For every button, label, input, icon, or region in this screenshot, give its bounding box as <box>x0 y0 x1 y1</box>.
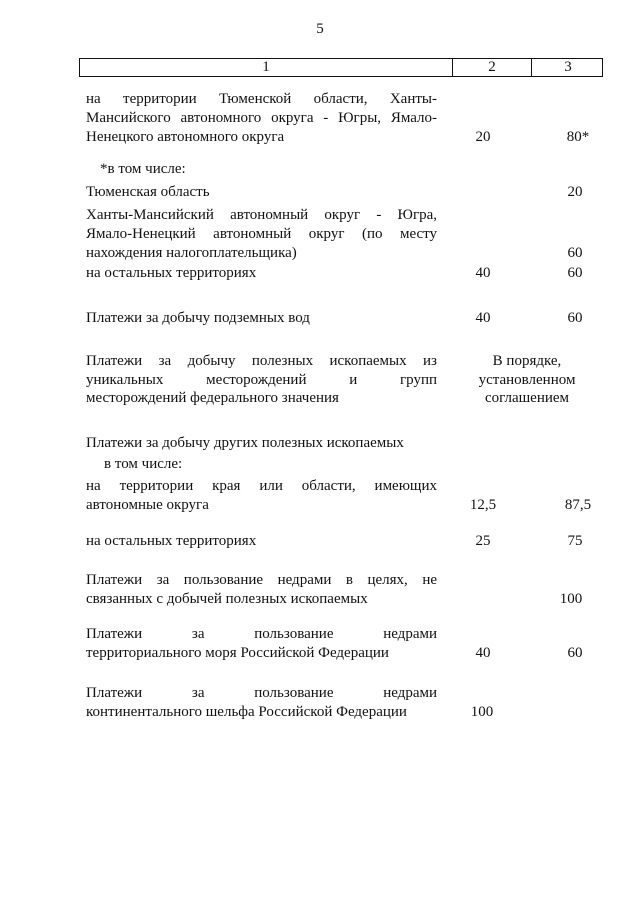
row-text-line: Платежи за добычу других полезных ископаемых <box>86 435 404 451</box>
note-col23: соглашением <box>484 390 570 406</box>
value-col3: 60 <box>567 245 583 261</box>
value-col2: 12,5 <box>469 497 497 513</box>
value-col2: 25 <box>475 533 491 549</box>
footnote-label: *в том числе: <box>100 161 186 177</box>
row-text-line: континентального шельфа Российской Федерации <box>86 704 407 720</box>
note-col23: установленном <box>478 372 576 388</box>
value-col3: 87,5 <box>564 497 592 513</box>
value-col3: 80* <box>566 129 590 145</box>
header-col-2: 2 <box>452 59 531 76</box>
row-text-line: Ненецкого автономного округа <box>86 129 285 145</box>
row-text-line: месторождений федерального значения <box>86 390 339 406</box>
value-col3: 20 <box>567 184 583 200</box>
row-text-line: Тюменская область <box>86 184 210 200</box>
row-text-line: Платежи за добычу подземных вод <box>86 310 310 326</box>
row-text-line: нахождения налогоплательщика) <box>86 245 297 261</box>
value-col3: 75 <box>567 533 583 549</box>
row-text-line: автономные округа <box>86 497 209 513</box>
value-col3: 60 <box>567 645 583 661</box>
row-text-line: Ямало-Ненецкий автономный округ (по месту <box>86 226 437 242</box>
header-col-1: 1 <box>262 59 270 75</box>
row-text-line: связанных с добычей полезных ископаемых <box>86 591 368 607</box>
row-text-line: уникальных месторождений и групп <box>86 372 437 388</box>
note-col23: В порядке, <box>492 353 562 369</box>
row-text-line: Платежи за пользование недрами <box>86 685 437 701</box>
row-text-line: на территории края или области, имеющих <box>86 478 437 494</box>
value-col3: 60 <box>567 310 583 326</box>
value-col2: 20 <box>475 129 491 145</box>
value-col3: 100 <box>559 591 583 607</box>
subheading-label: в том числе: <box>104 456 183 472</box>
page-number: 5 <box>316 21 324 37</box>
table-header <box>79 58 603 77</box>
value-col2: 40 <box>475 310 491 326</box>
row-text-line: Ханты-Мансийский автономный округ - Югра, <box>86 207 437 223</box>
row-text-line: на остальных территориях <box>86 265 257 281</box>
row-text-line: Платежи за пользование недрами <box>86 626 437 642</box>
header-col-3: 3 <box>531 59 604 76</box>
row-text-line: Платежи за пользование недрами в целях, не <box>86 572 437 588</box>
row-text-line: Мансийского автономного округа - Югры, Ямало- <box>86 110 437 126</box>
value-col2: 40 <box>475 265 491 281</box>
row-text-line: на территории Тюменской области, Ханты- <box>86 91 437 107</box>
row-text-line: Платежи за добычу полезных ископаемых из <box>86 353 437 369</box>
row-text-line: территориального моря Российской Федерации <box>86 645 389 661</box>
value-col2: 40 <box>475 645 491 661</box>
value-col3: 60 <box>567 265 583 281</box>
row-text-line: на остальных территориях <box>86 533 257 549</box>
value-col2: 100 <box>470 704 494 720</box>
